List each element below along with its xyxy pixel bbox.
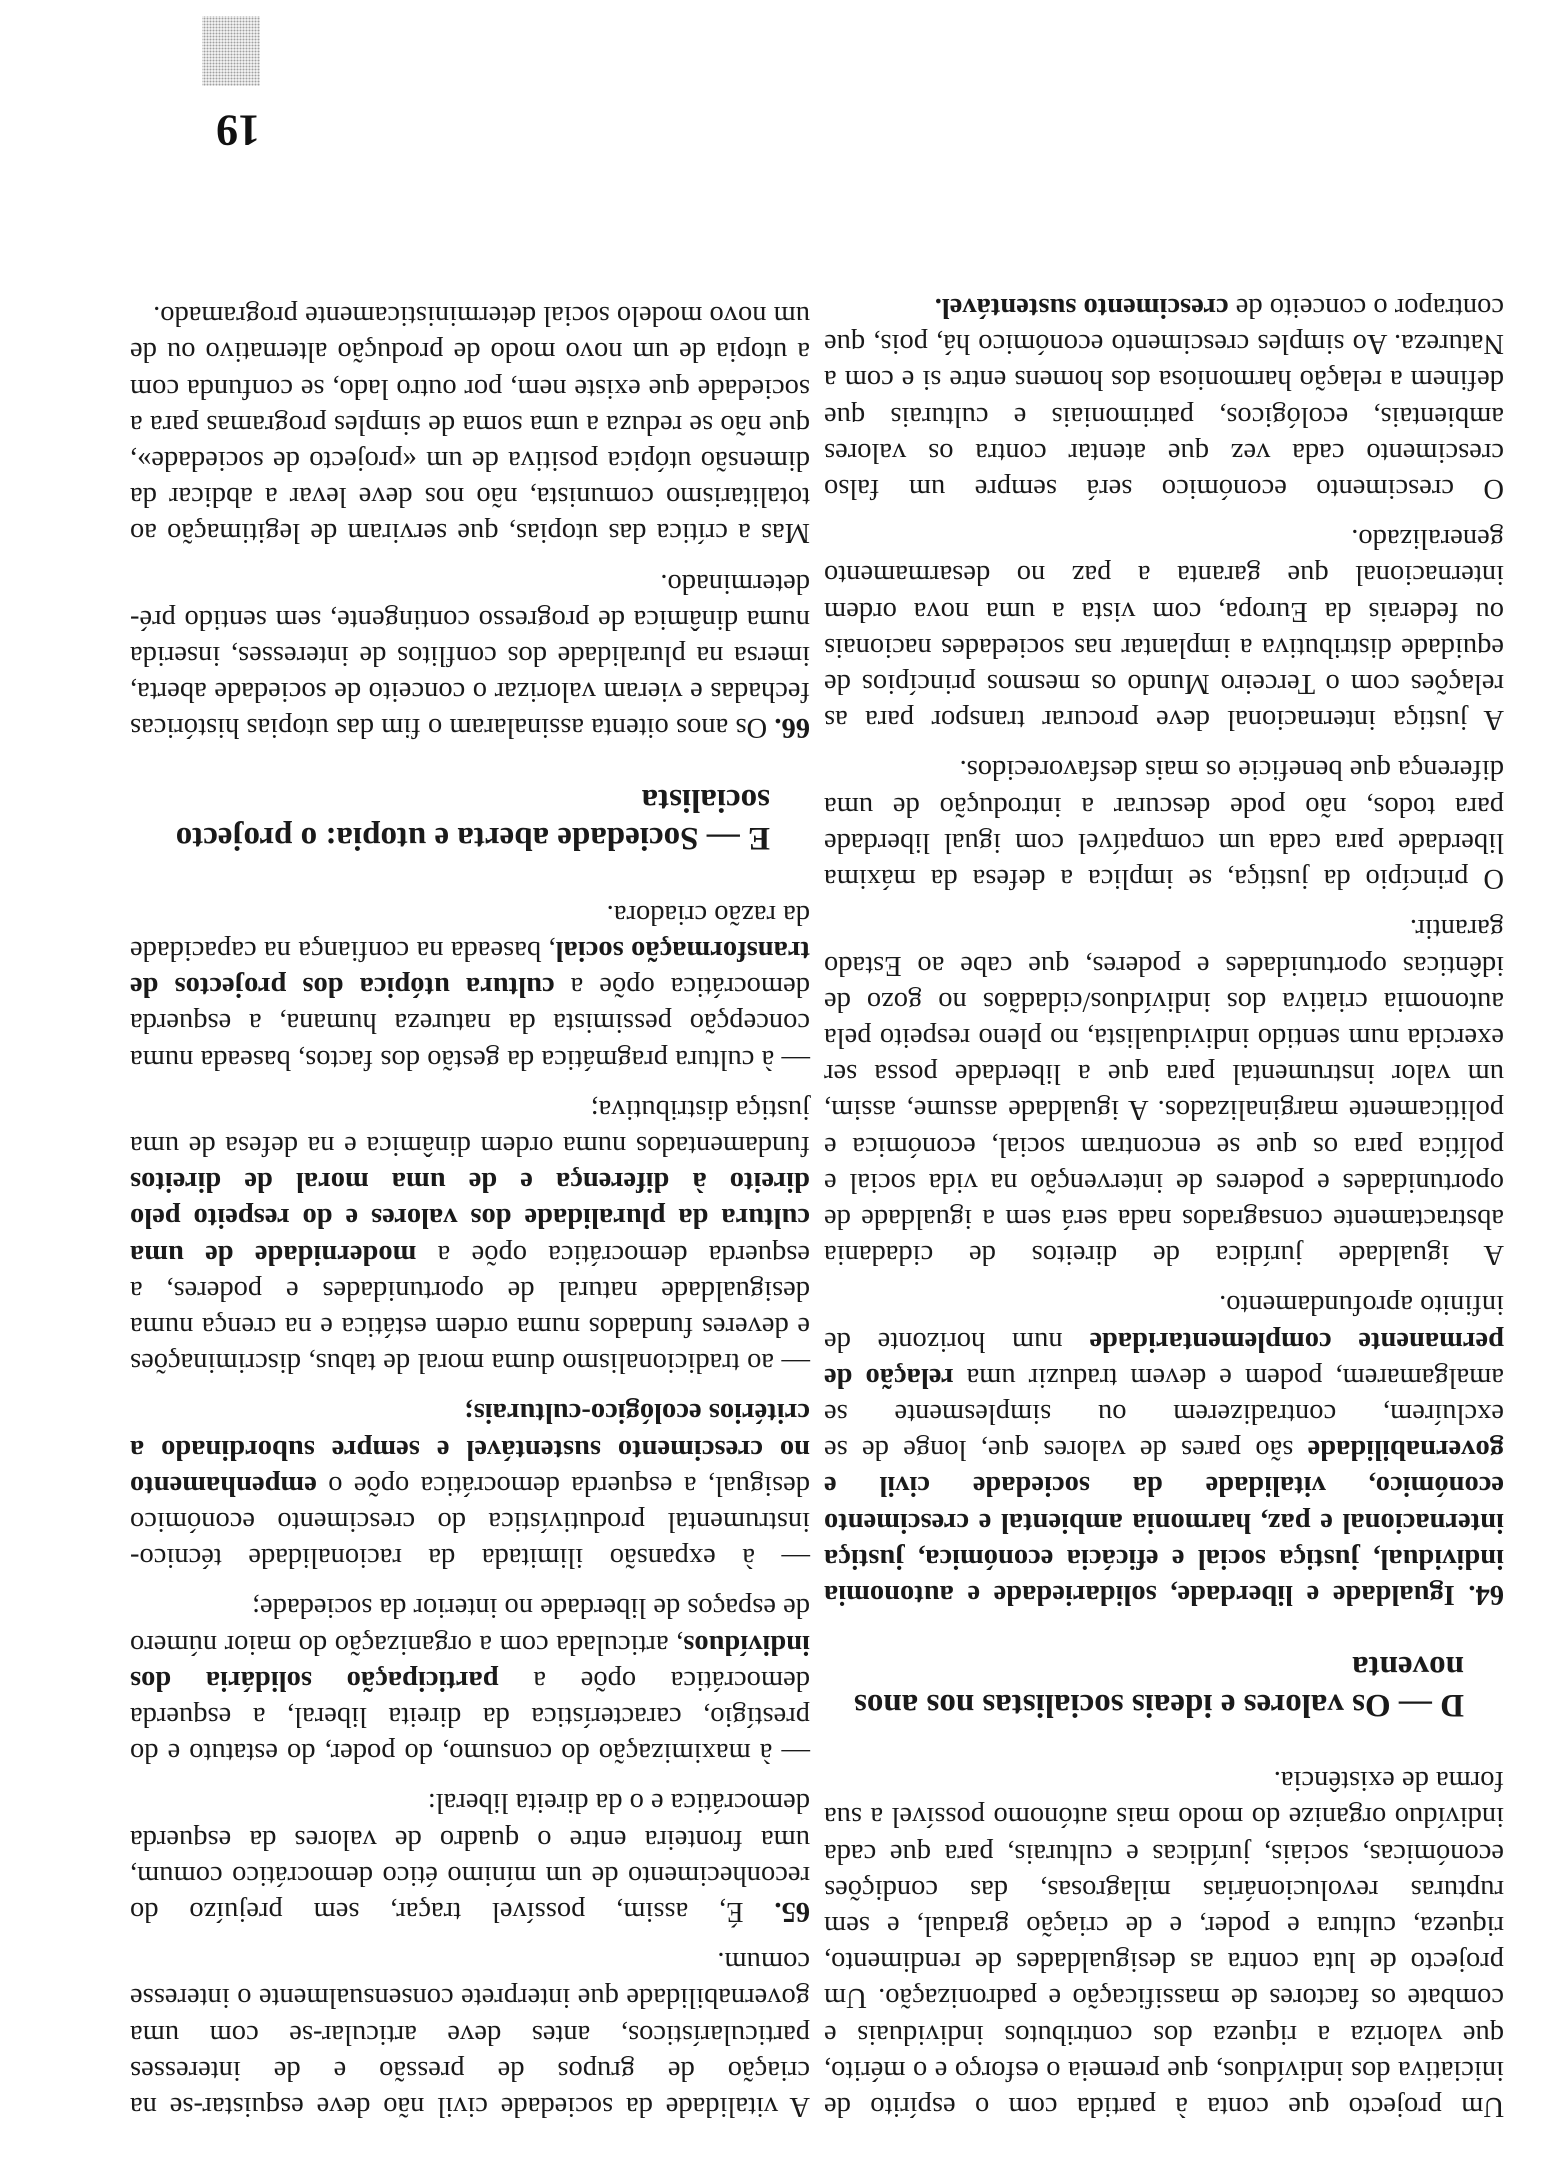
text-segment: são pares de valores que, longe de se excluírem, contradizerem ou simplesmente se amalgamarem, podem e devem traduzir uma [824, 1361, 1504, 1466]
text-segment: O princípio da justiça, se implica a defesa da máxima liberdade para cada um compatível com igual liberdade para todos, não pode descurar a introdução de uma diferença que beneficie os mais desfavorecidos. [824, 754, 1504, 895]
text-segment: Um projecto que conta à partida com o espírito de iniciativa dos indivíduos, que premeia o esforço e o mérito, que valoriza a riqueza dos contributos individuais e combate os factores de massificação e padronização. Um projecto de luta contra as desigualdades de rendimento, riqueza, cultura e poder, e de criação gradual, e sem rupturas revolucionárias milagrosas, das condições económicas, sociais, jurídicas e culturais, para que cada indivíduo organize do modo mais autónomo possível a sua forma de existência. [824, 1765, 1504, 2122]
bold-text: participação solidária dos indivíduos [130, 1628, 810, 1696]
text-segment: E — Sociedade aberta e utopia: o projecto socialista [175, 782, 770, 857]
paragraph [824, 910, 1504, 1272]
paragraph [130, 1091, 810, 1381]
paragraph [130, 1589, 810, 1770]
right-column [130, 283, 810, 2124]
bold-text: 64. Igualdade e liberdade, solidariedade e autonomia individual, justiça social e eficácia económica, justiça internacional e paz, harmonia ambiental e crescimento económico, vitalidade da sociedade civil e governabilidade [824, 1434, 1504, 1610]
paragraph [130, 1394, 810, 1575]
text-segment: A vitalidade da sociedade civil não deve esquistar-se na criação de grupos de pressão e de interesses particularísticos, antes deve articular-se com uma governabilidade que interprete consensualmente o interesse comum. [130, 1946, 810, 2122]
bold-text: modernidade de uma cultura da pluralidade dos valores e do respeito pelo direito à diferença e de uma moral de direitos [130, 1166, 810, 1270]
text-segment: , articulada com a organização do maior número de espaços de liberdade no interior da sociedade; [130, 1592, 810, 1660]
text-segment: Mas a crítica das utopias, que serviram de legitimação ao totalitarismo comunista, não nos deve levar a abdicar da dimensão utópica positiva de um «projecto de sociedade», que não se reduza a uma soma de simples programas para a sociedade que existe nem, por outro lado, se confunda com a utopia de um novo modo de produção alternativo ou de um novo modelo social deterministicamente programado. [130, 300, 810, 549]
bold-text: 65. [774, 1895, 810, 1927]
bold-text: empenhamento no crescimento sustentável e sempre subordinado a critérios ecológico-culturais; [130, 1397, 810, 1501]
text-segment: A justiça internacional deve procurar transpor para as relações com o Terceiro Mundo os mesmos princípios de equidade distributiva a implantar nas sociedades nacionais ou federais da Europa, com vista a uma nova ordem internacional que garanta a paz no desarmamento generalizado. [824, 523, 1504, 736]
bold-text: cultura utópica dos projectos de transformação social [129, 934, 810, 1003]
text-segment: fundamentados numa ordem dinâmica e na defesa de uma justiça distributiva; [130, 1093, 810, 1161]
left-column [824, 275, 1504, 2124]
paragraph [824, 520, 1504, 737]
bold-text: 66. [774, 712, 810, 744]
page-number: 19 [216, 106, 260, 155]
bold-text: crescimento sustentável. [934, 292, 1229, 324]
text-segment: , baseada na confiança na capacidade da razão criadora. [130, 898, 810, 966]
paragraph [824, 751, 1504, 896]
text-segment: — à cultura pragmática da gestão dos factos, baseada numa concepção pessimista da natureza humana, a esquerda democrática opõe a [130, 971, 810, 1075]
paragraph [824, 289, 1504, 506]
paragraph [824, 1762, 1504, 2124]
paragraph [130, 564, 810, 745]
text-segment: A igualdade jurídica de direitos de cidadania abstractamente consagrados nada será sem a igualdade de oportunidades e poderes de intervenção na vida social e política para os que se encontram social, económica e politicamente marginalizados. A igualdade assume, assim, um valor instrumental para que a liberdade possa ser exercida num sentido individualista, no pleno respeito pela autonomia criativa dos indivíduos/cidadãos no gozo de idênticas oportunidades e poderes, que cabe ao Estado garantir. [824, 913, 1504, 1271]
text-segment: O crescimento económico será sempre um falso crescimento cada vez que atentar contra os valores ambientais, ecológicos, patrimoniais e culturais que definem a relação harmoniosa dos homens entre si e com a Natureza. Ao simples crescimento económico há, pois, que contrapor o conceito de [824, 292, 1504, 505]
paragraph [824, 1286, 1504, 1612]
bold-text: relação de permanente complementaridade [824, 1325, 1504, 1393]
section-heading [824, 1648, 1464, 1724]
text-segment: É, assim, possível traçar, sem prejuízo do reconhecimento de um mínimo ético democrático comum, uma fronteira entre o quadro de valores da esquerda democrática e o da direita liberal: [130, 1787, 810, 1927]
text-segment: — à maximização do consumo, do poder, do estatuto e do prestígio, característica da direita liberal, a esquerda democrática opõe a [130, 1664, 810, 1769]
text-segment: D — Os valores e ideais socialistas nos anos noventa [854, 1648, 1464, 1723]
scan-artifact [202, 16, 260, 86]
text-segment: num horizonte de infinito aprofundamento. [824, 1289, 1504, 1357]
text-segment: — à expansão ilimitada da racionalidade técnico-instrumental produtivística do crescimento económico desigual, a esquerda democrática opõe o [130, 1469, 810, 1574]
paragraph [130, 297, 810, 550]
text-segment: — ao tradicionalismo duma moral de tabus, discriminações e deveres fundados numa ordem estática e na crença numa desigualdade natural de oportunidades e poderes, a esquerda democrática opõe a [130, 1238, 810, 1379]
section-heading [130, 782, 770, 858]
text-segment: Os anos oitenta assinalaram o fim das utopias históricas fechadas e vieram valorizar o conceito de sociedade aberta, imersa na pluralidade dos conflitos de interesses, inserida numa dinâmica de progresso contingente, sem sentido pré-determinado. [130, 567, 810, 744]
paragraph [130, 1943, 810, 2124]
paragraph [130, 1784, 810, 1929]
paragraph [130, 896, 810, 1077]
